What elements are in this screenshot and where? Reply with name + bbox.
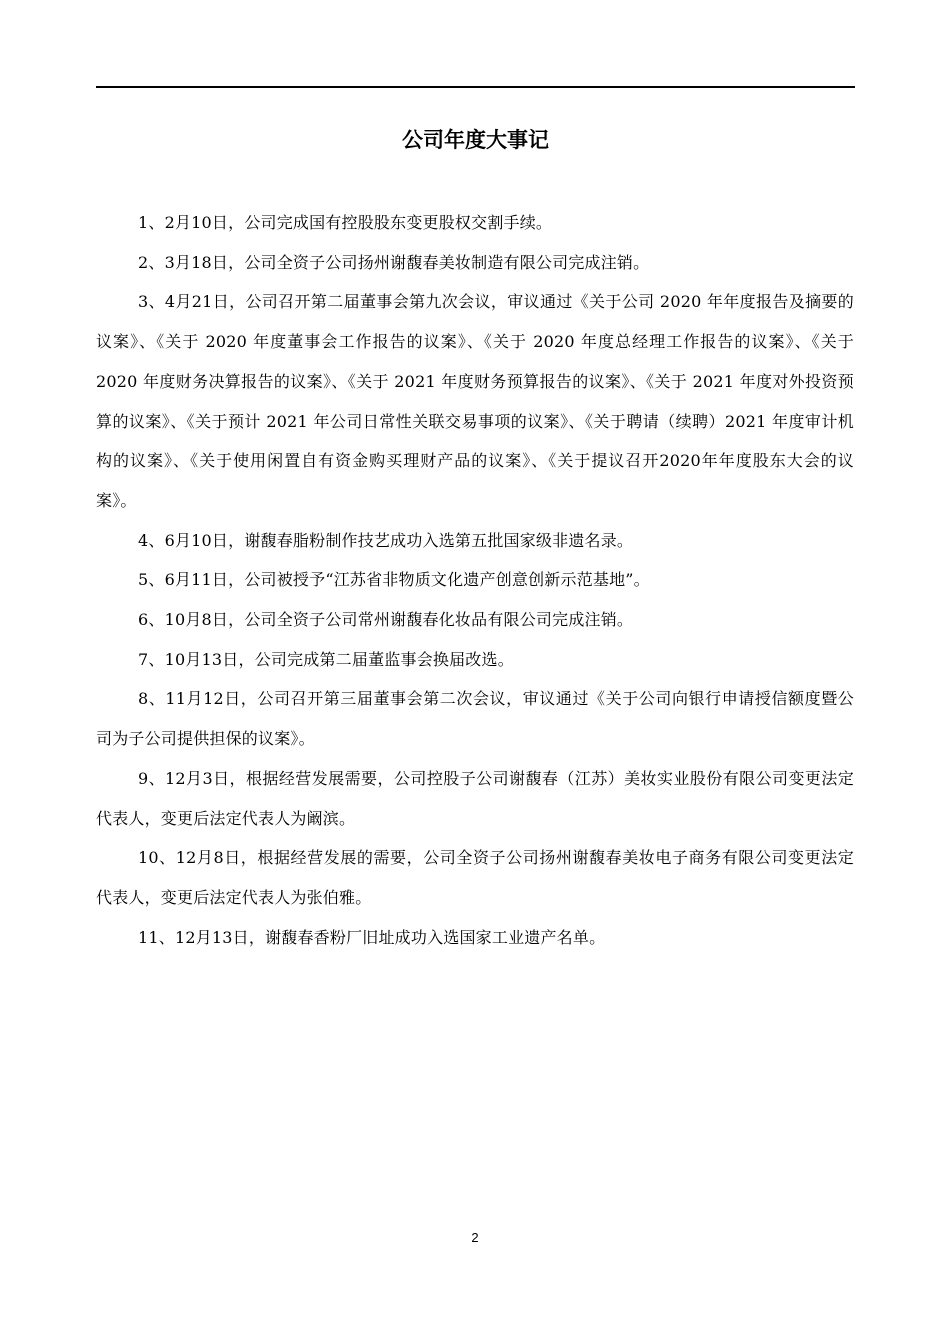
event-item-5: 5、6月11日，公司被授予“江苏省非物质文化遗产创意创新示范基地”。 bbox=[138, 570, 650, 590]
event-item-3: 3、4月21日，公司召开第二届董事会第九次会议，审议通过《关于公司 2020 年年度报告及摘要的议案》、《关于 2020 年度董事会工作报告的议案》、《关于 2020 年度总经理工作报告的议案》、《关于 2020 年度财务决算报告的议案》、《关于 2021 年度财务预算报告的议案》、《关于 2021 年度对外投资预算的议案》、《关于预计 2021 年公司日常性关联交易事项的议案》、《关于聘请（续聘）2021 年度审计机构的议案》、《关于使用闲置自有资金购买理财产品的议案》、《关于提议召开2020年年度股东大会的议案》。 bbox=[96, 292, 854, 510]
event-item-2: 2、3月18日，公司全资子公司扬州谢馥春美妆制造有限公司完成注销。 bbox=[138, 252, 650, 272]
event-item-1: 1、2月10日，公司完成国有控股股东变更股权交割手续。 bbox=[138, 213, 553, 232]
event-item-11: 11、12月13日，谢馥春香粉厂旧址成功入选国家工业遗产名单。 bbox=[138, 927, 606, 947]
event-item-6: 6、10月8日，公司全资子公司常州谢馥春化妆品有限公司完成注销。 bbox=[138, 610, 634, 630]
event-item-9: 9、12月3日，根据经营发展需要，公司控股子公司谢馥春（江苏）美妆实业股份有限公司变更法定代表人，变更后法定代表人为阚滨。 bbox=[96, 768, 854, 828]
header-rule bbox=[96, 86, 855, 88]
event-item-4: 4、6月10日，谢馥春脂粉制作技艺成功入选第五批国家级非遗名录。 bbox=[138, 530, 634, 550]
event-item-8: 8、11月12日，公司召开第三届董事会第二次会议，审议通过《关于公司向银行申请授信额度暨公司为子公司提供担保的议案》。 bbox=[96, 689, 854, 749]
event-item-7: 7、10月13日，公司完成第二届董监事会换届改选。 bbox=[138, 649, 514, 669]
event-item-10: 10、12月8日，根据经营发展的需要，公司全资子公司扬州谢馥春美妆电子商务有限公司变更法定代表人，变更后法定代表人为张伯雅。 bbox=[96, 848, 854, 907]
events-list bbox=[96, 203, 854, 957]
page-title: 公司年度大事记 bbox=[402, 128, 549, 152]
page-number: 2 bbox=[471, 1230, 479, 1245]
